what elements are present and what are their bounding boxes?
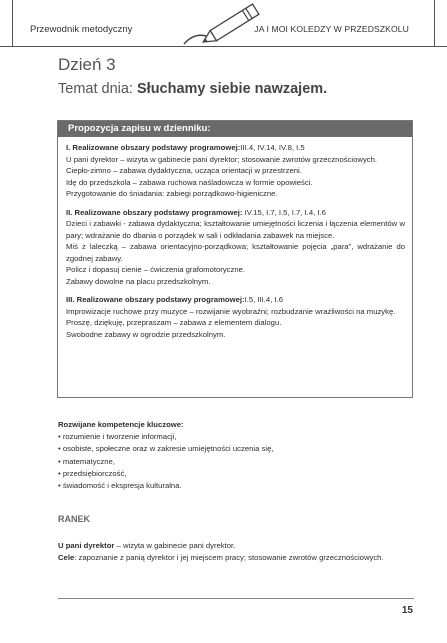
section-1-line: Idę do przedszkola – zabawa ruchowa naśladowcza w formie opowieści. (66, 177, 313, 187)
header-right-border (434, 0, 435, 47)
header-bottom-rule (0, 46, 447, 47)
section-heading-ranek: RANEK (58, 514, 91, 524)
key-competencies-list (58, 431, 408, 492)
activity-title-line: U pani dyrektor – wizyta w gabinecie pani dyrektor. (58, 541, 236, 550)
topic-title: Słuchamy siebie nawzajem. (137, 81, 328, 97)
key-competencies-label: Rozwijane kompetencje kluczowe: (58, 420, 184, 429)
section-2-line: Miś z laleczką – zabawa orientacyjno-porządkowa; kształtowanie pojęcia „para”, wdrażanie do zgodnej zabawy. (66, 242, 405, 263)
footer-rule (58, 598, 414, 599)
section-3-line: Swobodne zabawy w ogrodzie przedszkolnym. (66, 329, 226, 339)
section-3-heading: III. Realizowane obszary podstawy programowej:I.5, III.4, I.6 (66, 295, 284, 304)
section-2 (66, 207, 405, 288)
morning-activity (58, 540, 410, 564)
header-left-border (12, 0, 13, 47)
section-2-line: Dzieci i zabawki - zabawa dydaktyczna; kształtowanie umiejętności liczenia i łączenia elementów w pary; wdrażanie do dbania o porządek w sali i odkładania zabawek na miejsce. (66, 219, 405, 240)
pencil-icon (182, 0, 268, 46)
journal-proposal-body (58, 137, 412, 340)
topic-prefix: Temat dnia: (58, 81, 137, 97)
section-3-line: Improwizacje ruchowe przy muzyce – rozwijanie wyobraźni; rozbudzanie wrażliwości na muzykę. (66, 306, 396, 316)
section-2-line: Zabawy dowolne na placu przedszkolnym. (66, 276, 211, 286)
competency-item: • osobiste, społeczne oraz w zakresie umiejętności uczenia się, (58, 443, 408, 455)
competency-item: • przedsiębiorczość, (58, 468, 408, 480)
journal-proposal-title: Propozycja zapisu w dzienniku: (58, 121, 412, 137)
competency-item: • świadomość i ekspresja kulturalna. (58, 480, 408, 492)
topic-heading (58, 81, 327, 97)
section-1-heading: I. Realizowane obszary podstawy programowej:III.4, IV.14, IV.8, I.5 (66, 143, 305, 152)
page-number: 15 (401, 605, 413, 616)
section-1-line: U pani dyrektor – wizyta w gabinecie pani dyrektor; stosowanie zwrotów grzecznościowych. (66, 154, 378, 164)
day-title: Dzień 3 (58, 55, 116, 74)
section-2-line: Policz i dopasuj cienie – ćwiczenia grafomotoryczne. (66, 265, 246, 274)
activity-goals-line: Cele: zapoznanie z panią dyrektor i jej miejscem pracy; stosowanie zwrotów grzecznościowych. (58, 553, 384, 563)
header-left-text: Przewodnik metodyczny (30, 24, 133, 35)
section-3-line: Proszę, dziękuję, przepraszam – zabawa z elementem dialogu. (66, 318, 282, 327)
key-competencies (58, 419, 408, 492)
section-1-line: Ciepło-zimno – zabawa dydaktyczna, ucząca orientacji w przestrzeni. (66, 166, 302, 175)
section-3 (66, 294, 405, 340)
competency-item: • rozumienie i tworzenie informacji, (58, 431, 408, 443)
section-2-heading: II. Realizowane obszary podstawy programowej: IV.15, I.7, I.5, I.7, I.4, I.6 (66, 207, 326, 217)
header-right-text: JA I MOI KOLEDZY W PRZEDSZKOLU (254, 24, 409, 34)
journal-proposal-box (57, 120, 413, 398)
section-1 (66, 142, 405, 200)
competency-item: • matematyczne, (58, 456, 408, 468)
section-1-line: Przygotowanie do śniadania: zabiegi porządkowo-higieniczne. (66, 189, 278, 198)
